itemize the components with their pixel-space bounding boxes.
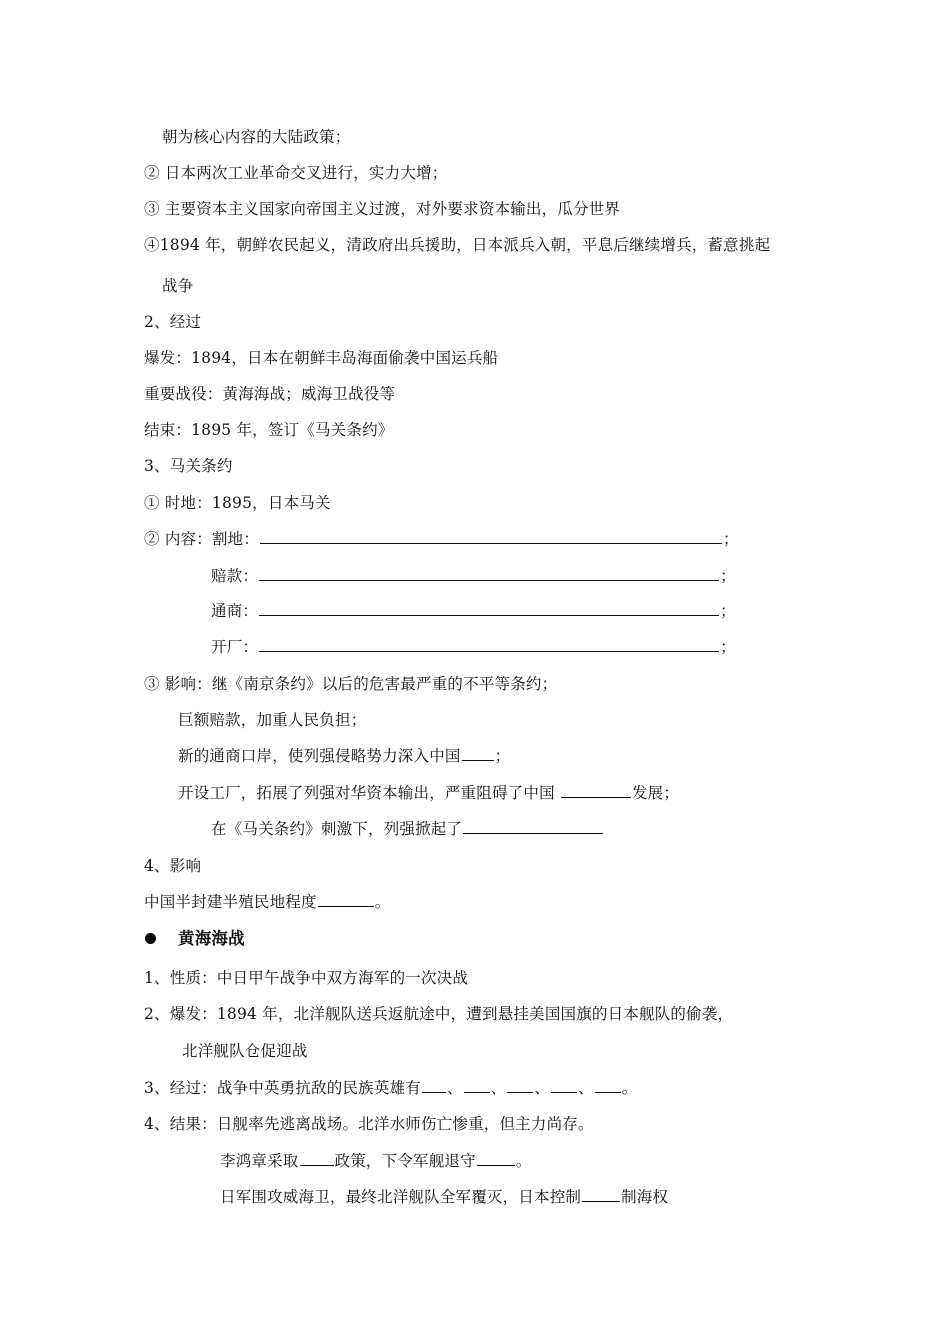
impact-d-blank[interactable] xyxy=(463,819,603,834)
hero-blank-5[interactable] xyxy=(595,1078,621,1093)
result-c-end: 制海权 xyxy=(621,1188,669,1206)
yellow-sea-heading: 黄海海战 xyxy=(178,929,245,948)
cause-item-4: ④1894 年，朝鲜农民起义，清政府出兵援助，日本派兵入朝，平息后继续增兵，蓄意挑起 xyxy=(144,236,771,254)
treaty-content-cede-row xyxy=(144,528,739,550)
influence-end: 。 xyxy=(374,893,391,911)
result-b-text: 李鸿章采取 xyxy=(220,1152,299,1170)
result-b-end: 。 xyxy=(515,1152,532,1170)
treaty-impact: ③ 影响：继《南京条约》以后的危害最严重的不平等条约； xyxy=(144,675,558,693)
semicolon: ； xyxy=(723,530,739,548)
indemnity-blank[interactable] xyxy=(259,566,719,581)
bullet-icon xyxy=(145,933,156,944)
treaty-trade-row xyxy=(211,600,736,622)
factory-label: 开厂： xyxy=(211,638,259,656)
yellow-sea-nature: 1、性质：中日甲午战争中双方海军的一次决战 xyxy=(144,969,469,987)
process-battles: 重要战役：黄海海战；威海卫战役等 xyxy=(144,385,396,403)
retreat-blank[interactable] xyxy=(477,1151,515,1166)
impact-c-text: 开设工厂，拓展了列强对华资本输出，严重阻碍了中国 xyxy=(178,784,560,802)
separator: 、 xyxy=(578,1079,594,1097)
cause-item-3: ③ 主要资本主义国家向帝国主义过渡，对外要求资本输出，瓜分世界 xyxy=(144,200,621,218)
trade-label: 通商： xyxy=(211,602,259,620)
impact-c-blank[interactable] xyxy=(561,783,631,798)
influence-text xyxy=(144,891,390,913)
yellow-sea-process xyxy=(144,1077,637,1099)
process-outbreak: 爆发：1894，日本在朝鲜丰岛海面偷袭中国运兵船 xyxy=(144,349,499,367)
treaty-impact-b xyxy=(178,745,510,767)
end-mark: 。 xyxy=(621,1079,638,1097)
cede-blank[interactable] xyxy=(260,529,722,544)
separator: 、 xyxy=(446,1079,463,1097)
impact-b-blank[interactable] xyxy=(462,746,494,761)
hero-blank-4[interactable] xyxy=(551,1078,577,1093)
cause-continuation: 朝为核心内容的大陆政策； xyxy=(162,128,351,146)
impact-d-text: 在《马关条约》刺激下，列强掀起了 xyxy=(211,820,463,838)
section-influence-title: 4、影响 xyxy=(144,857,202,875)
yellow-sea-result: 4、结果：日舰率先逃离战场。北洋水师伤亡惨重，但主力尚存。 xyxy=(144,1115,594,1133)
treaty-time-place: ① 时地：1895，日本马关 xyxy=(144,494,331,512)
cause-item-2: ② 日本两次工业革命交叉进行，实力大增； xyxy=(144,164,448,182)
impact-b-text: 新的通商口岸，使列强侵略势力深入中国 xyxy=(178,747,461,765)
impact-b-end: ； xyxy=(494,747,511,765)
yellow-sea-result-b xyxy=(220,1150,532,1172)
separator: 、 xyxy=(534,1079,551,1097)
treaty-factory-row xyxy=(211,636,736,658)
trade-blank[interactable] xyxy=(259,601,719,616)
process-text: 3、经过：战争中英勇抗敌的民族英雄有 xyxy=(144,1079,421,1097)
result-b-mid: 政策，下令军舰退守 xyxy=(334,1152,476,1170)
section-treaty-title: 3、马关条约 xyxy=(144,457,233,475)
cause-item-4-continuation: 战争 xyxy=(162,277,194,295)
treaty-impact-d xyxy=(211,818,604,840)
result-c-text: 日军围攻威海卫，最终北洋舰队全军覆灭，日本控制 xyxy=(220,1188,582,1206)
influence-blank[interactable] xyxy=(318,892,374,907)
separator: 、 xyxy=(490,1079,507,1097)
policy-blank[interactable] xyxy=(300,1151,334,1166)
section-process-title: 2、经过 xyxy=(144,313,202,331)
impact-c-end: 发展； xyxy=(631,784,680,802)
sea-control-blank[interactable] xyxy=(582,1187,620,1202)
semicolon: ； xyxy=(720,567,736,585)
treaty-content-label: ② 内容： xyxy=(144,530,212,548)
hero-blank-3[interactable] xyxy=(507,1078,533,1093)
treaty-impact-a: 巨额赔款，加重人民负担； xyxy=(178,711,367,729)
process-end: 结束：1895 年，签订《马关条约》 xyxy=(144,421,394,439)
influence-text-main: 中国半封建半殖民地程度 xyxy=(144,893,317,911)
factory-blank[interactable] xyxy=(259,637,719,652)
yellow-sea-outbreak: 2、爆发：1894 年，北洋舰队送兵返航途中，遭到悬挂美国国旗的日本舰队的偷袭， xyxy=(144,1005,734,1023)
semicolon: ； xyxy=(720,638,736,656)
treaty-impact-c xyxy=(178,782,679,804)
hero-blank-2[interactable] xyxy=(464,1078,490,1093)
treaty-indemnity-row xyxy=(211,565,736,587)
cede-label: 割地： xyxy=(211,530,260,548)
hero-blank-1[interactable] xyxy=(422,1078,446,1093)
semicolon: ； xyxy=(720,602,736,620)
indemnity-label: 赔款： xyxy=(211,567,259,585)
yellow-sea-outbreak-continuation: 北洋舰队仓促迎战 xyxy=(182,1042,308,1060)
yellow-sea-result-c xyxy=(220,1186,668,1208)
